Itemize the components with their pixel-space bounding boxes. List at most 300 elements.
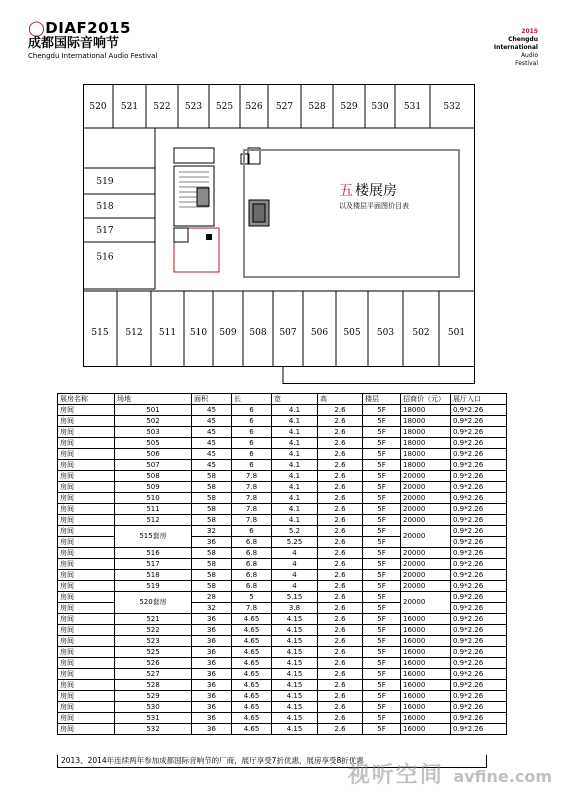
table-cell: 0.9*2.26 [451, 702, 507, 713]
table-cell: 18000 [401, 438, 451, 449]
table-row [58, 548, 507, 559]
floor-title: 楼展房 [355, 183, 397, 199]
table-row [58, 449, 507, 460]
room-label-512: 512 [125, 328, 143, 338]
table-cell: 45 [192, 405, 232, 416]
table-cell: 房间 [58, 647, 115, 658]
table-cell: 房间 [58, 713, 115, 724]
table-cell: 4.65 [232, 724, 272, 735]
table-cell: 519 [115, 581, 192, 592]
table-cell: 36 [192, 658, 232, 669]
table-header-cell: 展房名称 [58, 394, 115, 405]
table-header-cell: 宽 [272, 394, 318, 405]
table-cell: 5F [363, 680, 401, 691]
table-cell: 58 [192, 493, 232, 504]
table-cell: 2.6 [318, 427, 363, 438]
table-cell: 2.6 [318, 636, 363, 647]
table-cell: 0.9*2.26 [451, 625, 507, 636]
table-cell: 4.1 [272, 460, 318, 471]
table-cell: 32 [192, 526, 232, 537]
logo-mark-icon: ◯ [28, 19, 46, 37]
table-cell: 5F [363, 647, 401, 658]
table-cell: 0.9*2.26 [451, 691, 507, 702]
table-cell: 5F [363, 405, 401, 416]
table-cell: 房间 [58, 592, 115, 603]
table-cell: 2.6 [318, 570, 363, 581]
table-cell: 0.9*2.26 [451, 460, 507, 471]
table-row [58, 636, 507, 647]
table-cell: 4 [272, 581, 318, 592]
table-cell: 5F [363, 636, 401, 647]
room-label-522: 522 [153, 102, 171, 112]
table-cell: 4.65 [232, 636, 272, 647]
table-cell: 5F [363, 460, 401, 471]
table-cell: 房间 [58, 702, 115, 713]
table-cell: 16000 [401, 614, 451, 625]
table-row [58, 614, 507, 625]
table-cell: 5F [363, 603, 401, 614]
table-cell: 4.1 [272, 504, 318, 515]
table-cell: 20000 [401, 526, 451, 548]
table-cell: 0.9*2.26 [451, 636, 507, 647]
table-cell: 505 [115, 438, 192, 449]
table-cell: 16000 [401, 636, 451, 647]
table-cell: 0.9*2.26 [451, 647, 507, 658]
room-label-507: 507 [279, 328, 297, 338]
table-cell: 20000 [401, 581, 451, 592]
logo-chinese-name: 成都国际音响节 [28, 36, 120, 51]
table-cell: 36 [192, 669, 232, 680]
table-cell: 房间 [58, 581, 115, 592]
table-cell: 5F [363, 691, 401, 702]
table-cell: 7.8 [232, 471, 272, 482]
table-cell: 7.8 [232, 482, 272, 493]
table-cell: 2.6 [318, 680, 363, 691]
table-cell: 6.8 [232, 537, 272, 548]
table-cell: 508 [115, 471, 192, 482]
table-cell: 4 [272, 570, 318, 581]
table-cell: 4.15 [272, 636, 318, 647]
table-cell: 58 [192, 548, 232, 559]
table-cell: 5F [363, 581, 401, 592]
table-cell: 506 [115, 449, 192, 460]
table-cell: 16000 [401, 713, 451, 724]
table-header-cell: 长 [232, 394, 272, 405]
table-row [58, 493, 507, 504]
table-cell: 58 [192, 515, 232, 526]
table-cell: 6 [232, 460, 272, 471]
price-table [57, 393, 507, 735]
table-cell: 6 [232, 427, 272, 438]
table-cell: 房间 [58, 614, 115, 625]
table-cell: 20000 [401, 515, 451, 526]
table-cell: 2.6 [318, 493, 363, 504]
table-cell: 36 [192, 702, 232, 713]
table-cell: 0.9*2.26 [451, 581, 507, 592]
table-cell: 房间 [58, 669, 115, 680]
table-header-cell: 场地 [115, 394, 192, 405]
table-cell: 36 [192, 680, 232, 691]
room-label-521: 521 [120, 102, 139, 112]
table-cell: 4.1 [272, 416, 318, 427]
table-cell: 4.65 [232, 702, 272, 713]
table-cell: 4.65 [232, 691, 272, 702]
table-cell: 509 [115, 482, 192, 493]
table-cell: 房间 [58, 724, 115, 735]
table-cell: 5F [363, 493, 401, 504]
table-cell: 房间 [58, 691, 115, 702]
table-cell: 0.9*2.26 [451, 427, 507, 438]
table-cell: 5F [363, 482, 401, 493]
table-cell: 515套房 [115, 526, 192, 548]
table-cell: 房间 [58, 526, 115, 537]
table-cell: 2.6 [318, 405, 363, 416]
table-cell: 5F [363, 427, 401, 438]
room-label-502: 502 [412, 328, 430, 338]
table-cell: 2.6 [318, 614, 363, 625]
table-cell: 4.1 [272, 482, 318, 493]
room-label-518: 518 [96, 202, 114, 212]
table-header-cell: 展厅入口 [451, 394, 507, 405]
room-label-515: 515 [91, 328, 109, 338]
table-header-cell: 高 [318, 394, 363, 405]
table-cell: 房间 [58, 493, 115, 504]
table-cell: 20000 [401, 471, 451, 482]
table-cell: 16000 [401, 625, 451, 636]
table-row [58, 592, 507, 603]
table-cell: 房间 [58, 680, 115, 691]
room-label-527: 527 [275, 102, 294, 112]
table-cell: 4.15 [272, 647, 318, 658]
table-row [58, 460, 507, 471]
table-cell: 507 [115, 460, 192, 471]
table-cell: 2.6 [318, 515, 363, 526]
table-cell: 5F [363, 570, 401, 581]
table-cell: 0.9*2.26 [451, 603, 507, 614]
room-label-511: 511 [158, 328, 177, 338]
floor-subtitle: 以及楼层平面图价目表 [339, 202, 409, 210]
table-cell: 0.9*2.26 [451, 482, 507, 493]
room-label-526: 526 [245, 102, 263, 112]
table-cell: 36 [192, 713, 232, 724]
watermark-url: avfine.com [453, 767, 552, 786]
table-cell: 6.8 [232, 548, 272, 559]
table-cell: 501 [115, 405, 192, 416]
table-cell: 4.1 [272, 515, 318, 526]
table-cell: 0.9*2.26 [451, 614, 507, 625]
watermark [348, 758, 552, 789]
table-cell: 2.6 [318, 702, 363, 713]
table-cell: 58 [192, 504, 232, 515]
table-cell: 20000 [401, 504, 451, 515]
table-header-cell: 招商价（元） [401, 394, 451, 405]
table-cell: 0.9*2.26 [451, 724, 507, 735]
table-cell: 2.6 [318, 581, 363, 592]
table-cell: 520套房 [115, 592, 192, 614]
festival-corner-label [494, 28, 538, 68]
table-row [58, 680, 507, 691]
table-cell: 房间 [58, 449, 115, 460]
logo-english-name: Chengdu International Audio Festival [28, 52, 158, 60]
table-cell: 房间 [58, 559, 115, 570]
table-cell: 517 [115, 559, 192, 570]
table-cell: 510 [115, 493, 192, 504]
table-cell: 5F [363, 449, 401, 460]
table-cell: 6 [232, 526, 272, 537]
table-cell: 7.8 [232, 603, 272, 614]
table-cell: 4.15 [272, 614, 318, 625]
table-cell: 6 [232, 405, 272, 416]
table-cell: 2.6 [318, 471, 363, 482]
table-cell: 4.15 [272, 702, 318, 713]
table-row [58, 647, 507, 658]
table-cell: 16000 [401, 647, 451, 658]
table-row [58, 625, 507, 636]
table-cell: 523 [115, 636, 192, 647]
table-row [58, 581, 507, 592]
table-cell: 房间 [58, 405, 115, 416]
table-cell: 36 [192, 691, 232, 702]
table-cell: 45 [192, 438, 232, 449]
table-cell: 20000 [401, 493, 451, 504]
table-cell: 6.8 [232, 570, 272, 581]
room-label-520: 520 [89, 102, 107, 112]
table-cell: 5F [363, 559, 401, 570]
table-cell: 0.9*2.26 [451, 471, 507, 482]
table-cell: 502 [115, 416, 192, 427]
room-label-529: 529 [340, 102, 358, 112]
table-cell: 2.6 [318, 625, 363, 636]
table-cell: 4.15 [272, 669, 318, 680]
table-cell: 房间 [58, 460, 115, 471]
festival-line-2: International [493, 44, 538, 51]
table-row [58, 570, 507, 581]
room-label-510: 510 [189, 328, 208, 338]
table-cell: 0.9*2.26 [451, 680, 507, 691]
table-cell: 6.8 [232, 559, 272, 570]
table-cell: 5.15 [272, 592, 318, 603]
table-cell: 20000 [401, 570, 451, 581]
table-cell: 5F [363, 724, 401, 735]
table-cell: 5F [363, 548, 401, 559]
table-cell: 0.9*2.26 [451, 592, 507, 603]
table-cell: 45 [192, 449, 232, 460]
table-cell: 58 [192, 570, 232, 581]
table-cell: 房间 [58, 658, 115, 669]
table-cell: 2.6 [318, 449, 363, 460]
table-row [58, 658, 507, 669]
table-cell: 0.9*2.26 [451, 548, 507, 559]
table-cell: 36 [192, 636, 232, 647]
table-cell: 2.6 [318, 592, 363, 603]
table-cell: 4.65 [232, 614, 272, 625]
table-cell: 522 [115, 625, 192, 636]
table-cell: 525 [115, 647, 192, 658]
room-label-530: 530 [371, 102, 389, 112]
festival-line-1: Chengdu [508, 36, 538, 43]
table-cell: 58 [192, 471, 232, 482]
festival-logo [28, 20, 157, 61]
table-cell: 512 [115, 515, 192, 526]
table-cell: 2.6 [318, 658, 363, 669]
table-cell: 5F [363, 614, 401, 625]
table-cell: 4.65 [232, 658, 272, 669]
table-cell: 516 [115, 548, 192, 559]
table-cell: 7.8 [232, 493, 272, 504]
table-cell: 16000 [401, 680, 451, 691]
table-row [58, 482, 507, 493]
table-cell: 2.6 [318, 504, 363, 515]
table-cell: 36 [192, 537, 232, 548]
table-cell: 530 [115, 702, 192, 713]
table-cell: 45 [192, 460, 232, 471]
table-cell: 20000 [401, 482, 451, 493]
table-cell: 5F [363, 669, 401, 680]
room-label-509: 509 [219, 328, 237, 338]
table-row [58, 416, 507, 427]
table-cell: 16000 [401, 691, 451, 702]
table-cell: 5F [363, 713, 401, 724]
table-cell: 0.9*2.26 [451, 713, 507, 724]
table-cell: 0.9*2.26 [451, 449, 507, 460]
table-cell: 18000 [401, 449, 451, 460]
room-label-531: 531 [403, 102, 422, 112]
table-cell: 36 [192, 625, 232, 636]
table-row [58, 691, 507, 702]
table-cell: 5.2 [272, 526, 318, 537]
table-cell: 45 [192, 416, 232, 427]
table-cell: 5F [363, 515, 401, 526]
table-cell: 2.6 [318, 647, 363, 658]
table-cell: 5F [363, 471, 401, 482]
table-cell: 0.9*2.26 [451, 570, 507, 581]
table-cell: 7.8 [232, 515, 272, 526]
table-cell: 45 [192, 427, 232, 438]
table-cell: 521 [115, 614, 192, 625]
table-cell: 房间 [58, 427, 115, 438]
table-cell: 房间 [58, 504, 115, 515]
table-row [58, 724, 507, 735]
table-cell: 16000 [401, 724, 451, 735]
table-cell: 527 [115, 669, 192, 680]
table-cell: 36 [192, 724, 232, 735]
table-cell: 36 [192, 647, 232, 658]
table-cell: 58 [192, 581, 232, 592]
table-cell: 16000 [401, 702, 451, 713]
table-cell: 0.9*2.26 [451, 669, 507, 680]
table-row [58, 405, 507, 416]
table-cell: 20000 [401, 548, 451, 559]
table-cell: 房间 [58, 482, 115, 493]
table-cell: 房间 [58, 548, 115, 559]
table-row [58, 427, 507, 438]
room-label-519: 519 [96, 177, 114, 187]
table-cell: 0.9*2.26 [451, 515, 507, 526]
table-cell: 2.6 [318, 548, 363, 559]
table-cell: 4.15 [272, 625, 318, 636]
table-cell: 511 [115, 504, 192, 515]
table-cell: 5F [363, 625, 401, 636]
table-cell: 20000 [401, 559, 451, 570]
table-cell: 28 [192, 592, 232, 603]
table-cell: 5F [363, 537, 401, 548]
table-cell: 4.65 [232, 680, 272, 691]
table-cell: 6 [232, 449, 272, 460]
table-cell: 0.9*2.26 [451, 416, 507, 427]
table-cell: 0.9*2.26 [451, 658, 507, 669]
table-cell: 4.65 [232, 713, 272, 724]
table-cell: 32 [192, 603, 232, 614]
watermark-cn: 视听空间 [347, 763, 444, 788]
table-cell: 6 [232, 438, 272, 449]
table-cell: 2.6 [318, 526, 363, 537]
table-cell: 4 [272, 548, 318, 559]
table-cell: 房间 [58, 438, 115, 449]
festival-line-4: Festival [515, 60, 538, 67]
table-cell: 4.1 [272, 471, 318, 482]
room-label-505: 505 [343, 328, 361, 338]
table-header-cell: 楼层 [363, 394, 401, 405]
table-cell: 532 [115, 724, 192, 735]
table-cell: 7.8 [232, 504, 272, 515]
table-cell: 4.65 [232, 669, 272, 680]
table-cell: 5F [363, 526, 401, 537]
room-label-523: 523 [184, 102, 203, 112]
table-cell: 528 [115, 680, 192, 691]
table-cell: 0.9*2.26 [451, 537, 507, 548]
table-cell: 5.25 [272, 537, 318, 548]
table-row [58, 669, 507, 680]
room-label-503: 503 [376, 328, 395, 338]
table-cell: 2.6 [318, 713, 363, 724]
table-cell: 4.1 [272, 449, 318, 460]
table-cell: 房间 [58, 625, 115, 636]
table-cell: 16000 [401, 669, 451, 680]
table-cell: 4.15 [272, 724, 318, 735]
table-cell: 4.1 [272, 438, 318, 449]
table-cell: 房间 [58, 636, 115, 647]
table-cell: 0.9*2.26 [451, 526, 507, 537]
room-label-516: 516 [96, 252, 114, 263]
room-label-501: 501 [447, 328, 466, 338]
table-cell: 5F [363, 416, 401, 427]
table-cell: 房间 [58, 603, 115, 614]
table-cell: 4.65 [232, 647, 272, 658]
table-cell: 36 [192, 614, 232, 625]
table-cell: 2.6 [318, 416, 363, 427]
table-header-row [58, 394, 507, 405]
floor-title-number: 五 [339, 183, 353, 199]
table-cell: 3.8 [272, 603, 318, 614]
table-row [58, 713, 507, 724]
table-row [58, 702, 507, 713]
table-cell: 5F [363, 702, 401, 713]
table-cell: 2.6 [318, 603, 363, 614]
table-cell: 0.9*2.26 [451, 438, 507, 449]
table-cell: 5 [232, 592, 272, 603]
table-cell: 4.15 [272, 691, 318, 702]
table-cell: 2.6 [318, 460, 363, 471]
table-cell: 5F [363, 658, 401, 669]
table-cell: 2.6 [318, 537, 363, 548]
table-cell: 5F [363, 504, 401, 515]
room-label-532: 532 [443, 102, 461, 112]
table-cell: 2.6 [318, 724, 363, 735]
table-cell: 5F [363, 592, 401, 603]
table-cell: 4.15 [272, 713, 318, 724]
table-cell: 房间 [58, 570, 115, 581]
discount-note: 2013、2014年连续两年参加成都国际音响节的厂商，展厅享受7折优惠，展房享受8折优惠 [57, 755, 487, 768]
